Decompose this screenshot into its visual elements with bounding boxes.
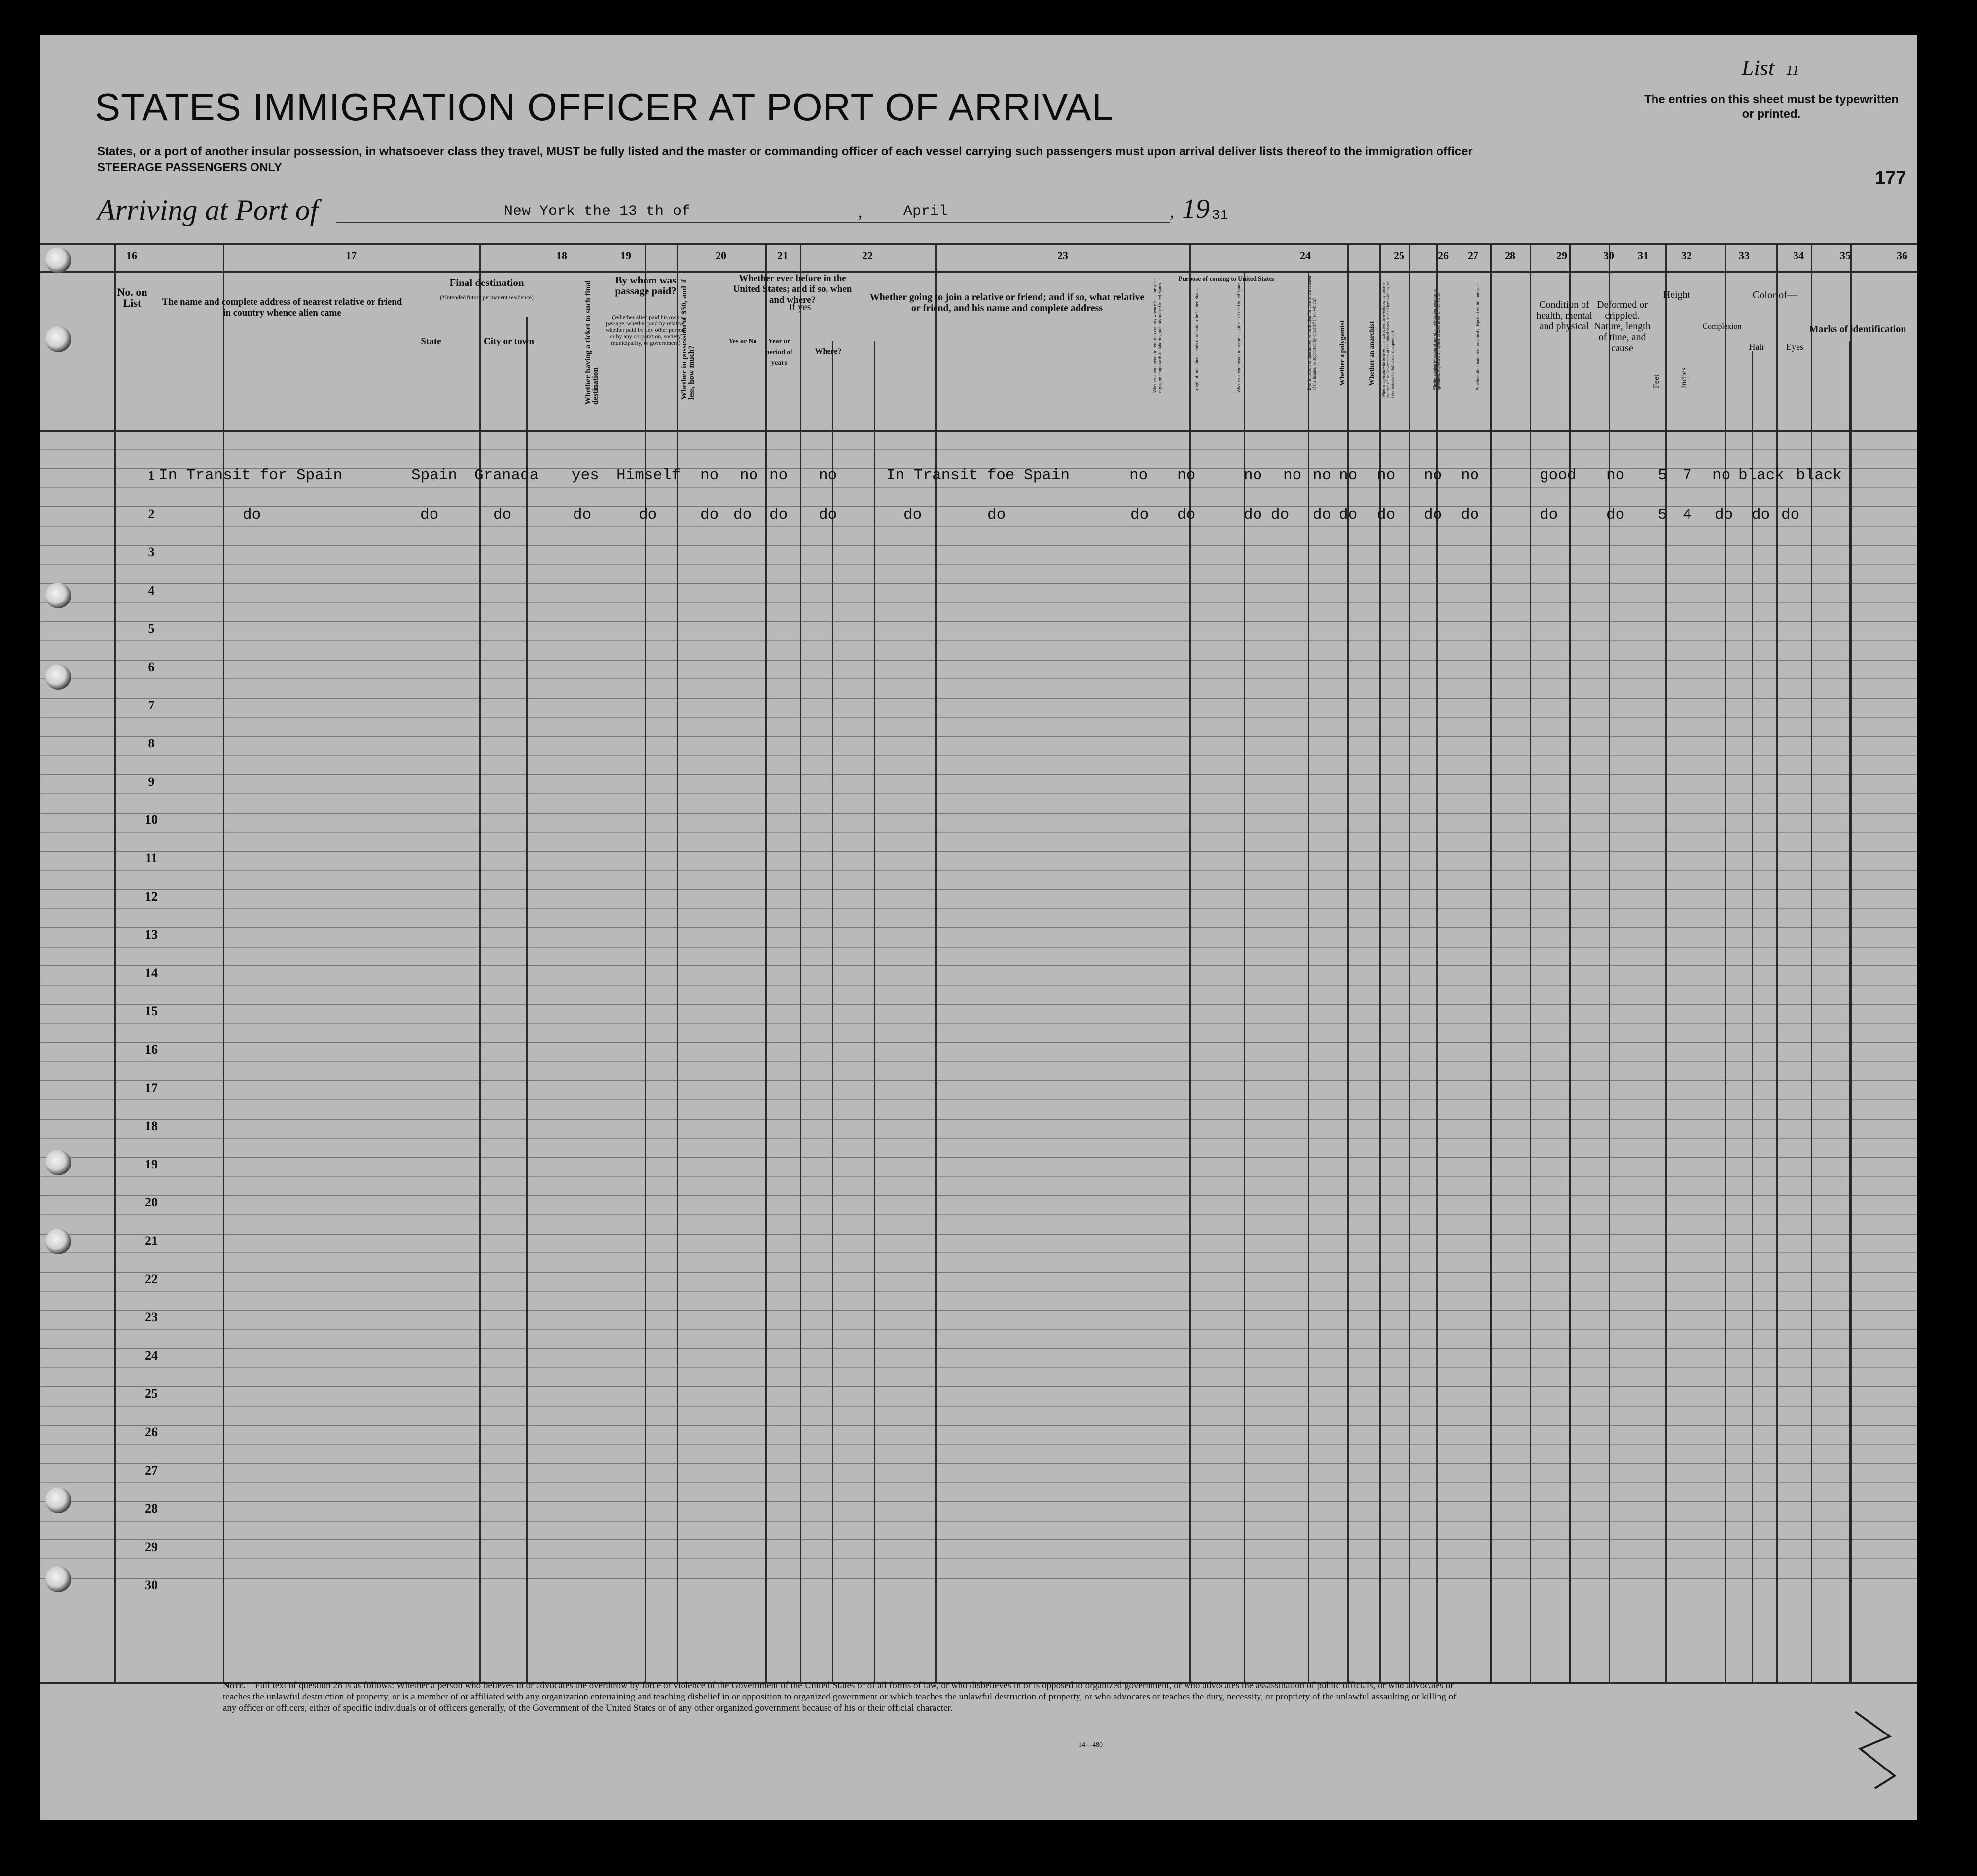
sub-column-line [526,317,528,1682]
header-passage-paid: By whom was passage paid? [615,274,677,297]
header-complexion: Complexion [1702,322,1742,331]
row-rule [40,1119,1917,1120]
row-rule [40,1521,1917,1522]
row-number: 23 [145,1310,158,1325]
column-number: 17 [346,249,357,262]
comma-1: , [858,203,863,221]
list-label-area [1742,55,1799,80]
row-rule [40,1329,1917,1330]
row1-deformed: no [1606,467,1625,484]
header-final-destination: Final destination [449,277,524,288]
row-rule [40,774,1917,775]
row-rule [40,1348,1917,1349]
header-purpose: Purpose of coming to United States [1178,275,1275,282]
header-join-relative: Whether going to join a relative or friend; and if so, what relative or friend, and his name and complete address [869,292,1145,314]
row-rule [40,1214,1917,1215]
header-marks: Marks of identification [1809,324,1906,335]
column-number: 20 [716,249,726,262]
column-line [800,243,801,1682]
row-number: 25 [145,1386,158,1401]
arriving-label: Arriving at Port of [97,194,319,226]
row2-paid-by: do [639,506,657,524]
row-number: 16 [145,1042,158,1057]
header-return-intent: Whether alien intends to return to country whence he came after engaging temporarily in laboring pursuits in the United States [1152,279,1162,393]
row1-overthrow: no [1377,467,1396,484]
row-rule [40,1195,1917,1196]
row-number: 5 [148,621,155,636]
column-line [1347,243,1349,1682]
header-hair: Hair [1749,342,1765,352]
header-no-on-list: No. on List [117,286,147,309]
row-rule [40,1539,1917,1540]
column-number: 16 [126,249,137,262]
row1-deported: no [1461,467,1479,484]
list-number: 11 [1786,62,1799,78]
row1-before-years: no [769,467,788,484]
column-number: 28 [1505,249,1515,262]
column-number: 33 [1739,249,1750,262]
row2-relative: do [243,506,261,524]
row-rule [40,1425,1917,1426]
row-rule [40,1176,1917,1177]
row-rule [40,736,1917,737]
row-rule [40,526,1917,527]
row-rule [40,851,1917,852]
column-number: 36 [1897,249,1907,262]
row-rule [40,621,1917,622]
row1-state: Spain [411,467,458,484]
column-number: 32 [1681,249,1692,262]
row-rule [40,660,1917,661]
year-suffix: 31 [1212,208,1228,223]
row1-health: good [1540,467,1577,484]
row2-hair: do [1752,506,1770,524]
header-anarchist: Whether an anarchist [1368,321,1376,386]
row-rule [40,889,1917,890]
row-rule [40,813,1917,814]
manifest-table [40,243,1917,1687]
column-number: 25 [1394,249,1404,262]
row2-return: do [1130,506,1149,524]
row2-join-2: do [987,506,1006,524]
row-rule [40,965,1917,966]
row2-join: do [903,506,922,524]
row-rule [40,1099,1917,1100]
row-rule [40,1272,1917,1273]
row-number: 20 [145,1195,158,1210]
row-rule [40,678,1917,679]
header-year-period: Year or period of years [765,338,793,367]
row2-deported: do [1461,506,1479,524]
row-rule [40,506,1917,507]
row-number: 30 [145,1578,158,1593]
column-number: 26 [1438,249,1449,262]
header-final-destination-note: (*Intended future permanent residence) [440,294,534,301]
port-underline [336,222,879,223]
row-number: 13 [145,927,158,942]
row-rule [40,1061,1917,1062]
row-rule [40,640,1917,641]
row-rule [40,1023,1917,1024]
sub-column-line [874,341,875,1682]
column-number: 31 [1638,249,1649,262]
column-number: 22 [862,249,873,262]
header-prison: Ever in prison or almshouse, or institution for care and treatment of the insane, or supported by charity? If so, which? [1307,275,1317,390]
row1-relative: In Transit for Spain [159,467,343,484]
row2-offer: do [1424,506,1442,524]
row-rule [40,1042,1917,1043]
column-number: 30 [1603,249,1614,262]
row-rule [40,755,1917,756]
row-rule [40,1157,1917,1158]
row-number: 8 [148,736,155,751]
column-line [1609,243,1610,1682]
row-number: 3 [148,545,155,560]
row1-inches: 7 [1683,467,1692,484]
row1-money: no [700,467,719,484]
footnote [223,1680,1466,1714]
row2-feet: 5 [1658,506,1667,524]
row-number: 14 [145,965,158,980]
column-line [223,243,224,1682]
comma-2: , [1170,203,1174,221]
pencil-mark [1845,1702,1905,1796]
header-polygamist: Whether a polygamist [1339,320,1346,386]
row-rule [40,1080,1917,1081]
column-line [677,243,678,1682]
row2-polygamist: do [1313,506,1331,524]
row-number: 4 [148,583,155,598]
column-line [935,243,937,1682]
row-rule [40,1367,1917,1368]
row-rule [40,1558,1917,1559]
row-rule [40,1004,1917,1005]
column-number: 18 [556,249,567,262]
row-number: 19 [145,1157,158,1171]
sub-column-line [1752,351,1753,1682]
column-line [1569,243,1571,1682]
row1-before-yn: no [740,467,758,484]
row2-before-yn: do [733,506,752,524]
row-number: 29 [145,1539,158,1554]
row2-before-years: do [769,506,788,524]
column-line [1436,243,1438,1682]
header-ticket: Whether having a ticket to such final destination [584,280,600,405]
header-inches: Inches [1680,367,1688,388]
row-number: 1 [148,468,155,483]
row-rule [40,1463,1917,1464]
column-line [1490,243,1492,1682]
footnote-text: —Full text of question 28 is as follows: Whether a person who believes in or advocates the overthrow by force or violence of the Government of the United States or of all forms of law, or who disbelieves in or is opposed to organized government, or who advocates the assassination of public officials, or who advocates or teaches the unlawful destruction of property, or is a member of or affiliated with any organization entertaining and teaching disbelief in or opposition to organized government or which teaches the unlawful destruction of property, or who advocates or teaches the duty, necessity, or propriety of the unlawful assaulting or killing of any officer or officers, either of specific individuals or of officers generally, of the Government of the United States or of any other organized government because of his or their official character. [223,1680,1457,1713]
row-rule [40,1310,1917,1311]
row2-complexion: do [1715,506,1733,524]
header-if-yes: If yes— [789,302,821,313]
subtitle: States, or a port of another insular possession, in whatsoever class they travel, MUST be fully listed and the master or commanding officer of each vessel carrying such passengers must upon arrival deliver lists thereof to the immigration officer [97,145,1473,158]
row2-inches: 4 [1683,506,1692,524]
column-line [1189,243,1191,1682]
row-number: 22 [145,1272,158,1286]
row-rule [40,1482,1917,1483]
column-line [1811,243,1812,1682]
header-deported: Whether alien had been previously deported within one year [1475,283,1480,390]
column-number: 24 [1300,249,1311,262]
header-where: Where? [815,347,842,355]
row-rule [40,583,1917,584]
row-number: 28 [145,1501,158,1516]
row-rule [40,1406,1917,1407]
row2-citizen: do [1244,506,1262,524]
form-number: 14—480 [1078,1741,1103,1749]
row1-paid-by: Himself [616,467,681,484]
column-number: 27 [1468,249,1478,262]
row2-length: do [1177,506,1196,524]
row-number: 27 [145,1463,158,1478]
row-rule [40,908,1917,909]
column-line [1725,243,1726,1682]
arriving-month: April [903,203,948,220]
column-line [1665,243,1667,1682]
column-line [645,243,646,1682]
row-rule [40,793,1917,794]
column-number: 34 [1793,249,1804,262]
month-underline [869,222,1170,223]
row-rule [40,985,1917,986]
sub-column-line [1849,341,1851,1682]
header-relative-address: The name and complete address of nearest relative or friend in country whence alien came [162,297,402,318]
manifest-sheet [40,35,1917,1820]
header-state: State [421,336,441,347]
row-rule [40,1501,1917,1502]
column-number: 35 [1840,249,1851,262]
row-number: 18 [145,1119,158,1133]
row1-feet: 5 [1658,467,1667,484]
row2-anarchist: do [1339,506,1358,524]
row1-join: In Transit foe Spain [886,467,1070,484]
row2-health: do [1540,506,1558,524]
row-rule [40,717,1917,718]
row-number: 26 [145,1425,158,1439]
row-rule [40,927,1917,928]
typewritten-notice: The entries on this sheet must be typewritten or printed. [1644,93,1899,121]
row-number: 24 [145,1348,158,1363]
column-line [1409,243,1410,1682]
row-rule [40,1252,1917,1253]
row1-before-where: no [819,467,837,484]
row-rule [40,545,1917,546]
row2-deformed: do [1606,506,1625,524]
row1-offer: no [1424,467,1442,484]
row-rule [40,1386,1917,1387]
sub-column-line [832,341,833,1682]
column-line [114,243,116,1682]
column-line [479,243,481,1682]
header-passage-note: (Whether alien paid his own passage, whether paid by relative, whether paid by any other person, or by any corporation, society, municipality, or government) [605,314,686,346]
header-yes-no: Yes or No [728,338,757,345]
list-label: List [1742,56,1775,80]
row-number: 12 [145,889,158,904]
row-rule [40,487,1917,488]
row1-city: Granada [474,467,539,484]
column-line [765,243,767,1682]
column-line [1379,243,1381,1682]
column-number: 21 [777,249,788,262]
page-number: 177 [1875,168,1906,188]
column-number: 29 [1556,249,1567,262]
row-number: 7 [148,698,155,712]
row-rule [40,1138,1917,1139]
header-color-of: Color of— [1752,289,1798,301]
row-number: 6 [148,660,155,674]
row-number: 11 [145,851,158,865]
row-rule [40,1444,1917,1445]
column-number: 23 [1057,249,1068,262]
row-rule [40,1291,1917,1292]
row1-eyes: black [1796,467,1842,484]
row2-money: do [700,506,719,524]
row2-prison: do [1271,506,1290,524]
column-line [1530,243,1531,1682]
row-number: 15 [145,1004,158,1019]
row1-anarchist: no [1339,467,1358,484]
row-rule [40,1578,1917,1579]
row2-state: do [420,506,439,524]
row2-overthrow: do [1377,506,1396,524]
row2-eyes: do [1781,506,1800,524]
header-feet: Feet [1653,374,1661,388]
row-rule [40,698,1917,699]
header-height: Height [1663,289,1690,300]
row-number: 9 [148,774,155,789]
row-number: 17 [145,1080,158,1095]
class-line: STEERAGE PASSENGERS ONLY [97,161,282,174]
header-health: Condition of health, mental and physical [1536,299,1592,332]
row-rule [40,564,1917,565]
header-ever-before: Whether ever before in the United States; and if so, when and where? [733,273,852,305]
row1-ticket: yes [572,467,599,484]
year-prefix: 19 [1182,194,1210,224]
header-citizen-intent: Whether alien intends to become a citizen of the United States [1236,282,1241,393]
row1-hair: black [1738,467,1785,484]
row-rule [40,449,1917,450]
header-overthrow: Whether a person who believes in or advocates the overthrow by force or violence of the Government of the United States or of all forms of law, etc. (See footnote for full text of this question) [1381,280,1395,398]
row-number: 10 [145,813,158,827]
footnote-label: Note. [223,1680,246,1691]
header-deformed: Deformed or crippled. Nature, length of time, and cause [1594,299,1651,354]
row1-complexion: no [1712,467,1731,484]
header-offer: Whether coming by reason of any offer, solicitation, promise, or agreement, expressed or implied, to labor in the United States [1432,289,1441,390]
header-possession-50: Whether in possession of $50, and if less, how much? [680,279,696,400]
row2-before-where: do [819,506,837,524]
row-rule [40,832,1917,833]
row1-polygamist: no [1313,467,1331,484]
row-number: 2 [148,506,155,521]
sub-column-line [1308,272,1309,1682]
row1-return: no [1129,467,1148,484]
row1-length: no [1177,467,1196,484]
header-eyes: Eyes [1786,342,1803,352]
row1-prison: no [1283,467,1302,484]
row-rule [40,947,1917,948]
header-city: City or town [483,336,535,347]
row2-city: do [493,506,512,524]
page-title: STATES IMMIGRATION OFFICER AT PORT OF ARRIVAL [95,85,1114,129]
row-rule [40,602,1917,603]
column-line [1776,243,1778,1682]
row2-ticket: do [573,506,592,524]
row-rule [40,870,1917,871]
row1-citizen: no [1244,467,1262,484]
arriving-port: New York the 13 th of [504,203,691,220]
header-length-time: Length of time alien intends to remain in the United States [1194,289,1199,393]
column-number: 19 [620,249,631,262]
row-rule [40,1234,1917,1235]
row-number: 21 [145,1234,158,1248]
